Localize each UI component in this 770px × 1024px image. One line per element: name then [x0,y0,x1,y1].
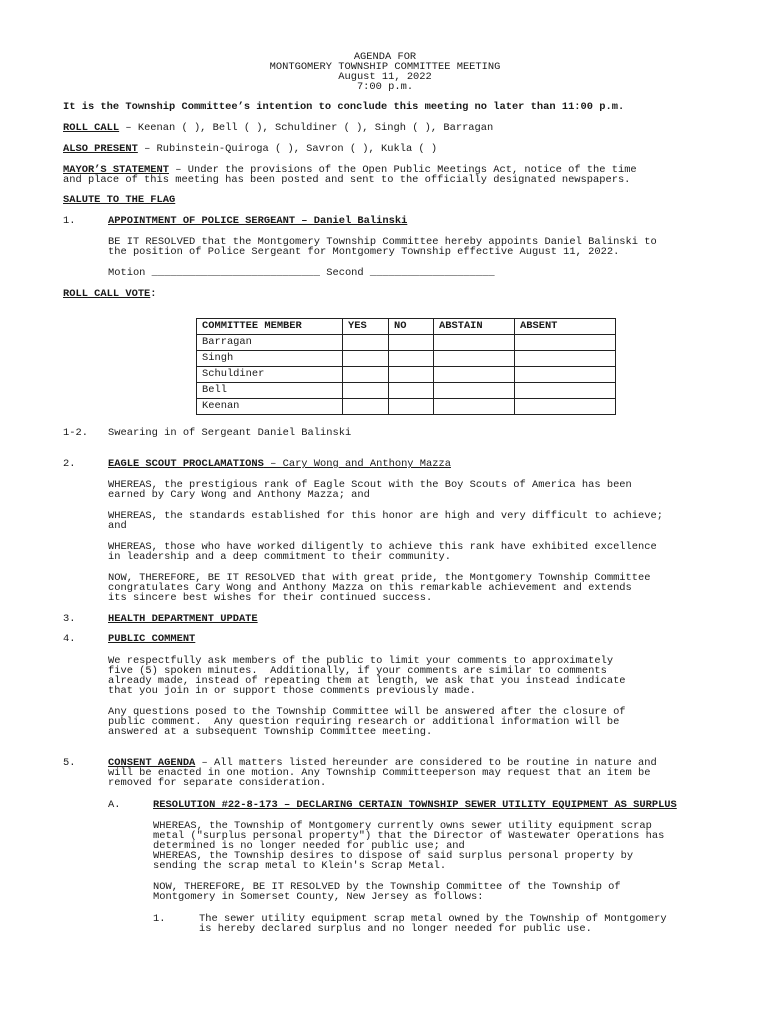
also-present-text: – Rubinstein-Quiroga ( ), Savron ( ), Kukla ( ) [137,143,438,155]
vote-cell [389,383,434,399]
item3-title: HEALTH DEPARTMENT UPDATE [108,613,258,625]
member-name: Bell [197,383,343,399]
resolution-line: WHEREAS, the Township desires to dispose of said surplus personal property by [153,850,634,862]
consent-agenda-line1: CONSENT AGENDA – All matters listed hereunder are considered to be routine in nature and [108,757,657,769]
resolution-line: Montgomery in Somerset County, New Jersey as follows: [153,891,484,903]
consent-agenda-line2: will be enacted in one motion. Any Township Committeeperson may request that an item be [108,767,651,779]
vote-cell [434,351,515,367]
table-row [197,383,616,399]
resolved-line: congratulates Cary Wong and Anthony Mazza on this remarkable achievement and extends [108,582,632,594]
vote-cell [515,367,616,383]
public-comment-line: answered at a subsequent Township Committee meeting. [108,726,433,738]
item2-title-line [108,459,451,470]
public-comment-line: five (5) spoken minutes. Additionally, if your comments are similar to comments [108,665,607,677]
sub-item-letter: A. [108,799,121,811]
table-header-row [197,319,616,335]
table-row [197,367,616,383]
roll-call-vote-heading: ROLL CALL VOTE: [63,288,157,300]
public-comment-line: public comment. Any question requiring research or additional information will be [108,716,620,728]
vote-cell [515,399,616,415]
item1-2-text: Swearing in of Sergeant Daniel Balinski [108,427,352,439]
column-header: COMMITTEE MEMBER [197,319,343,335]
item-number: 5. [63,757,76,769]
vote-cell [343,335,389,351]
public-comment-line: Any questions posed to the Township Committee will be answered after the closure of [108,706,626,718]
motion-second-line: Motion ___________________________ Second ____________________ [108,267,495,279]
agenda-heading: AGENDA FOR [353,51,417,63]
meeting-time: 7:00 p.m. [356,81,414,93]
table-row [197,335,616,351]
numbered-item-line: is hereby declared surplus and no longer needed for public use. [199,923,592,935]
item-number: 2. [63,458,76,470]
meeting-date: August 11, 2022 [338,71,432,83]
whereas-line: WHEREAS, the prestigious rank of Eagle Scout with the Boy Scouts of America has been [108,479,632,491]
public-comment-line: We respectfully ask members of the public to limit your comments to approximately [108,655,614,667]
consent-agenda-title: CONSENT AGENDA [108,757,196,769]
member-name: Barragan [197,335,343,351]
resolution-line: WHEREAS, the Township of Montgomery currently owns sewer utility equipment scrap [153,820,652,832]
vote-cell [434,383,515,399]
mayor-statement-line2: and place of this meeting has been posted and sent to the officially designated newspapers. [63,174,631,186]
public-comment-line: that you join in or support those comments previously made. [108,685,476,697]
whereas-line: WHEREAS, the standards established for this honor are high and very difficult to achieve; [108,510,663,522]
roll-call-vote-label: ROLL CALL VOTE [63,288,151,300]
column-header: ABSTAIN [434,319,515,335]
vote-cell [343,367,389,383]
item-number: 3. [63,613,76,625]
numbered-item-line: The sewer utility equipment scrap metal owned by the Township of Montgomery [199,913,667,925]
roll-call-text: – Keenan ( ), Bell ( ), Schuldiner ( ), Singh ( ), Barragan [119,122,494,134]
table-row [197,399,616,415]
column-header: ABSENT [515,319,616,335]
resolution-line: NOW, THEREFORE, BE IT RESOLVED by the Township Committee of the Township of [153,881,621,893]
column-header: NO [389,319,434,335]
consent-agenda-line3: removed for separate consideration. [108,777,327,789]
public-comment-line: already made, instead of repeating them at length, we ask that you instead indicate [108,675,626,687]
whereas-line: WHEREAS, those who have worked diligently to achieve this rank have exhibited excellence [108,541,657,553]
resolved-line: its sincere best wishes for their continued success. [108,592,433,604]
vote-cell [389,367,434,383]
item2-title-rest: – Cary Wong and Anthony Mazza [263,458,451,470]
vote-cell [434,335,515,351]
whereas-line: in leadership and a deep commitment to their community. [108,551,451,563]
item1-resolution-line2: the position of Police Sergeant for Montgomery Township effective August 11, 2022. [108,246,620,258]
vote-cell [515,383,616,399]
whereas-line: and [108,520,127,532]
salute-to-flag: SALUTE TO THE FLAG [63,194,176,206]
vote-cell [434,367,515,383]
roll-call-label: ROLL CALL [63,122,120,134]
roll-call-vote-table [196,318,616,415]
vote-cell [343,351,389,367]
vote-cell [343,399,389,415]
resolution-title: RESOLUTION #22-8-173 – DECLARING CERTAIN TOWNSHIP SEWER UTILITY EQUIPMENT AS SURPLUS [153,799,677,811]
vote-cell [515,335,616,351]
resolution-line: sending the scrap metal to Klein's Scrap Metal. [153,860,447,872]
item-number: 1-2. [63,427,88,439]
meeting-title: MONTGOMERY TOWNSHIP COMMITTEE MEETING [269,61,501,73]
column-header: YES [343,319,389,335]
item2-title: EAGLE SCOUT PROCLAMATIONS [108,458,264,470]
resolution-line: metal ("surplus personal property") that the Director of Wastewater Operations has [153,830,665,842]
item-number: 1. [63,215,76,227]
vote-cell [434,399,515,415]
member-name: Schuldiner [197,367,343,383]
roll-call [63,123,493,134]
resolved-line: NOW, THEREFORE, BE IT RESOLVED that with great pride, the Montgomery Township Committee [108,572,651,584]
member-name: Singh [197,351,343,367]
resolution-line: determined is no longer needed for public use; and [153,840,465,852]
intention-statement: It is the Township Committee’s intention to conclude this meeting no later than 11:00 p.m. [63,101,625,113]
mayor-statement-label: MAYOR’S STATEMENT [63,164,170,176]
item1-resolution-line1: BE IT RESOLVED that the Montgomery Township Committee hereby appoints Daniel Balinski to [108,236,657,248]
vote-cell [515,351,616,367]
item1-title: APPOINTMENT OF POLICE SERGEANT – Daniel Balinski [108,215,408,227]
vote-cell [343,383,389,399]
vote-cell [389,351,434,367]
table-row [197,351,616,367]
vote-cell [389,399,434,415]
whereas-line: earned by Cary Wong and Anthony Mazza; and [108,489,370,501]
numbered-item-number: 1. [153,913,166,925]
item4-title: PUBLIC COMMENT [108,633,196,645]
vote-cell [389,335,434,351]
member-name: Keenan [197,399,343,415]
mayor-statement-line1: – Under the provisions of the Open Public Meetings Act, notice of the time [169,164,637,176]
also-present-label: ALSO PRESENT [63,143,138,155]
item-number: 4. [63,633,76,645]
also-present [63,144,437,155]
